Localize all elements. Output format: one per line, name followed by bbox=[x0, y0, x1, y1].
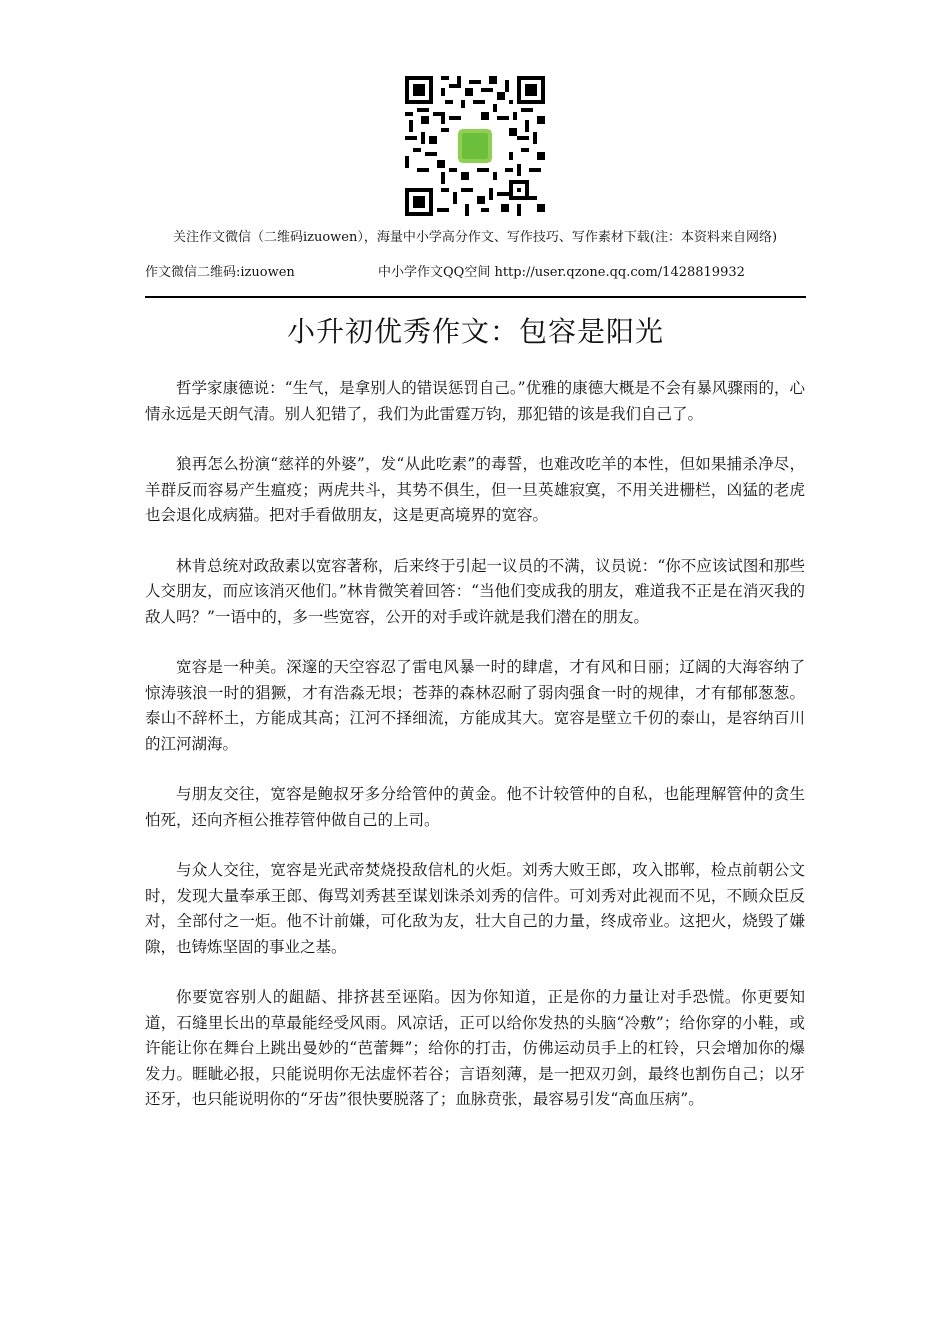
article-title: 小升初优秀作文：包容是阳光 bbox=[286, 315, 664, 348]
paragraph: 与朋友交往，宽容是鲍叔牙多分给管仲的黄金。他不计较管仲的自私，也能理解管仲的贪生怕死，还向齐桓公推荐管仲做自己的上司。 bbox=[145, 785, 805, 829]
qzone-link-text: 中小学作文QQ空间 http://user.qzone.qq.com/1428819932 bbox=[378, 265, 745, 280]
paragraph: 你要宽容别人的龃龉、排挤甚至诬陷。因为你知道，正是你的力量让对手恐慌。你更要知道，石缝里长出的草最能经受风雨。风凉话，正可以给你发热的头脑“冷敷”；给你穿的小鞋，或许能让你在舞台上跳出曼妙的“芭蕾舞”；给你的打击，仿佛运动员手上的杠铃，只会增加你的爆发力。睚眦必报，只能说明你无法虚怀若谷；言语刻薄，是一把双刃剑，最终也割伤自己；以牙还牙，也只能说明你的“牙齿”很快要脱落了；血脉贲张，最容易引发“高血压病”。 bbox=[145, 988, 805, 1108]
qr-code bbox=[405, 76, 545, 216]
paragraph: 狼再怎么扮演“慈祥的外婆”，发“从此吃素”的毒誓，也难改吃羊的本性，但如果捕杀净尽，羊群反而容易产生瘟疫；两虎共斗，其势不俱生，但一旦英雄寂寞，不用关进栅栏，凶猛的老虎也会退化成病猫。把对手看做朋友，这是更高境界的宽容。 bbox=[145, 455, 805, 524]
paragraph: 哲学家康德说：“生气，是拿别人的错误惩罚自己。”优雅的康德大概是不会有暴风骤雨的，心情永远是天朗气清。别人犯错了，我们为此雷霆万钧，那犯错的该是我们自己了。 bbox=[145, 379, 805, 423]
article-body bbox=[145, 376, 805, 1138]
paragraph: 林肯总统对政敌素以宽容著称，后来终于引起一议员的不满，议员说：“你不应该试图和那些人交朋友，而应该消灭他们。”林肯微笑着回答：“当他们变成我的朋友，难道我不正是在消灭我的敌人吗？”一语中的，多一些宽容，公开的对手或许就是我们潜在的朋友。 bbox=[145, 556, 805, 626]
wechat-note: 关注作文微信（二维码izuowen），海量中小学高分作文、写作技巧、写作素材下载(注：本资料来自网络) bbox=[172, 230, 778, 245]
header-divider bbox=[145, 296, 806, 298]
paragraph: 宽容是一种美。深邃的天空容忍了雷电风暴一时的肆虐，才有风和日丽；辽阔的大海容纳了惊涛骇浪一时的猖獗，才有浩淼无垠；苍莽的森林忍耐了弱肉强食一时的规律，才有郁郁葱葱。泰山不辞杯土，方能成其高；江河不择细流，方能成其大。宽容是壁立千仞的泰山，是容纳百川的江河湖海。 bbox=[145, 658, 805, 753]
wechat-id-text: 作文微信二维码:izuowen bbox=[145, 265, 295, 280]
paragraph: 与众人交往，宽容是光武帝焚烧投敌信札的火炬。刘秀大败王郎，攻入邯郸，检点前朝公文时，发现大量奉承王郎、侮骂刘秀甚至谋划诛杀刘秀的信件。可刘秀对此视而不见，不顾众臣反对，全部付之一炬。他不计前嫌，可化敌为友，壮大自己的力量，终成帝业。这把火，烧毁了嫌隙，也铸炼坚固的事业之基。 bbox=[145, 861, 805, 956]
